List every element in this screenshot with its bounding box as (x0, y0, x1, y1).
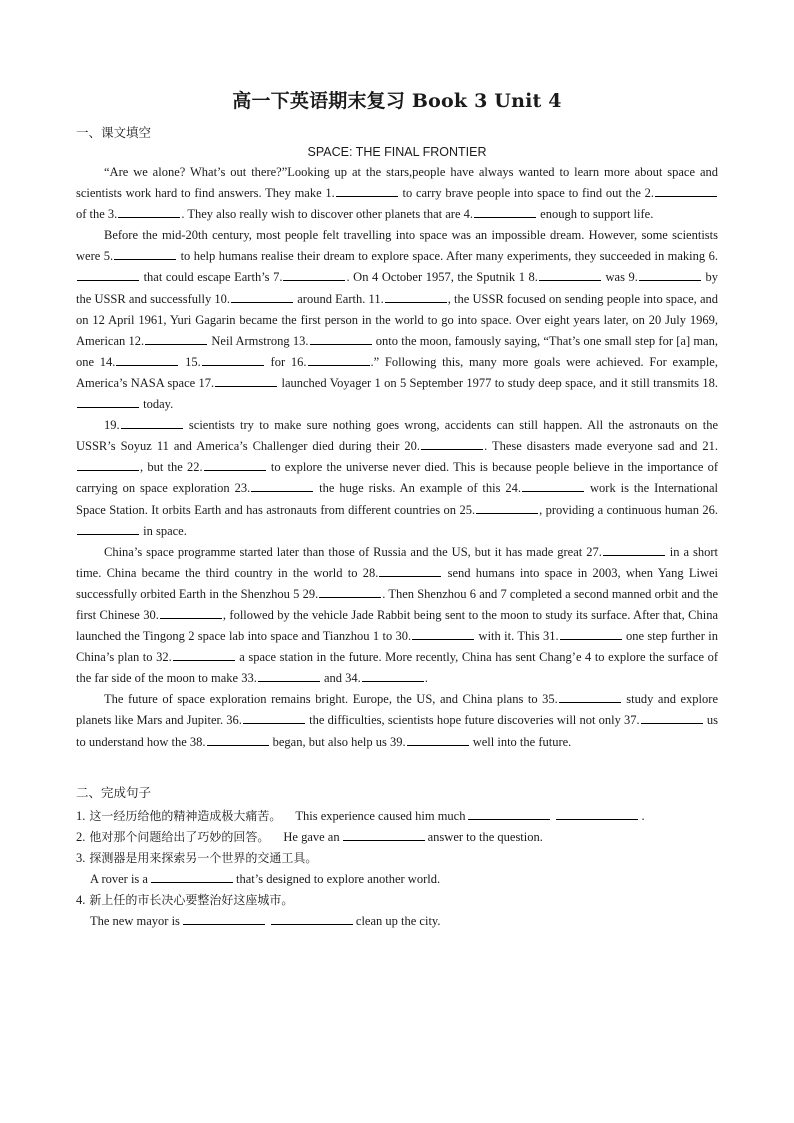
section-complete-sentences (76, 783, 718, 932)
answer-blank[interactable] (231, 289, 293, 303)
passage-text: The future of space exploration remains bright. Europe, the US, and China plans to 35. (104, 692, 558, 707)
english-text: . (641, 808, 645, 823)
passage-text: to help humans realise their dream to explore space. After many experiments, they succeeded in making 6. (177, 249, 718, 264)
passage-text: around Earth. 11. (294, 291, 384, 306)
passage-text: enough to support life. (537, 207, 654, 222)
passage-text: scientists try to make sure nothing goes wrong, accidents can still happen. All the astronauts on the USSR’s Soyuz 11 and America’s Challenger died during their 20. (76, 418, 718, 454)
passage-text: , providing a continuous human 26. (539, 502, 718, 517)
answer-blank[interactable] (77, 457, 139, 471)
passage-text: send humans into space in 2003, when Yang Liwei successfully orbited Earth in the Shenzhou 5 29. (76, 565, 718, 601)
chinese-prompt: 探测器是用来探索另一个世界的交通工具。 (89, 850, 318, 865)
answer-blank[interactable] (603, 542, 665, 556)
answer-blank[interactable] (362, 668, 424, 682)
answer-blank[interactable] (243, 710, 305, 724)
sentence-item (76, 827, 718, 848)
passage-text: , followed by the vehicle Jade Rabbit being sent to the moon to study its surface. After that, China launched the Tingong 2 space lab into space and Tianzhou 1 to 30. (76, 607, 718, 644)
answer-blank[interactable] (407, 732, 469, 746)
item-number: 4. (76, 892, 86, 907)
answer-blank[interactable] (522, 478, 584, 492)
section-passage-fill (76, 123, 718, 753)
item-number: 2. (76, 829, 86, 844)
passage-title: SPACE: THE FINAL FRONTIER (307, 145, 487, 159)
passage-text: . These disasters made everyone sad and 21. (484, 439, 718, 454)
answer-blank[interactable] (310, 331, 372, 345)
passage-paragraph (76, 689, 718, 752)
answer-blank[interactable] (336, 183, 398, 197)
passage-text: and 34. (320, 671, 361, 686)
passage-text: of the 3. (76, 207, 118, 222)
passage-text: to carry brave people into space to find out the 2. (398, 186, 654, 201)
passage-text: . Then Shenzhou 6 and 7 completed a second manned orbit and the first Chinese 30. (76, 586, 718, 622)
passage-text: “Are we alone? What’s out there?”Looking up at the stars,people have always wanted to learn more about space and scientists work hard to find answers. They make 1. (76, 165, 718, 201)
passage-text: . They also really wish to discover other planets that are 4. (181, 207, 474, 222)
passage-text: , but the 22. (140, 460, 203, 475)
english-text: answer to the question. (427, 829, 543, 844)
answer-blank[interactable] (559, 689, 621, 703)
answer-blank[interactable] (258, 668, 320, 682)
passage-text: the difficulties, scientists hope future discoveries will not only 37. (305, 713, 640, 728)
passage-text: for 16. (264, 354, 307, 369)
sentence-item (76, 890, 718, 932)
answer-blank[interactable] (379, 563, 441, 577)
answer-blank[interactable] (412, 626, 474, 640)
passage-text: launched Voyager 1 on 5 September 1977 to study deep space, and it still transmits 18. (278, 375, 718, 390)
answer-blank[interactable] (421, 436, 483, 450)
passage-text: a space station in the future. More recently, China has sent Chang’e 4 to explore the surface of the far side of the moon to make 33. (76, 650, 718, 686)
answer-blank[interactable] (121, 415, 183, 429)
answer-blank[interactable] (204, 457, 266, 471)
answer-blank[interactable] (183, 911, 265, 925)
answer-blank[interactable] (77, 521, 139, 535)
answer-blank[interactable] (283, 267, 345, 281)
chinese-prompt: 他对那个问题给出了巧妙的回答。 (89, 829, 270, 844)
passage-text: onto the moon, famously saying, “That’s one small step for [a] man, one 14. (76, 333, 718, 369)
answer-blank[interactable] (202, 352, 264, 366)
answer-blank[interactable] (468, 806, 550, 820)
passage-paragraph (76, 415, 718, 542)
answer-blank[interactable] (77, 394, 139, 408)
item-number: 1. (76, 808, 86, 823)
passage-text: us to understand how the 38. (76, 713, 718, 749)
passage-text: Neil Armstrong 13. (208, 333, 309, 348)
page-title: 高一下英语期末复习 Book 3 Unit 4 (232, 90, 562, 112)
answer-blank[interactable] (116, 352, 178, 366)
worksheet-page (76, 86, 718, 932)
passage-text: began, but also help us 39. (269, 734, 406, 749)
answer-blank[interactable] (151, 869, 233, 883)
passage-text: well into the future. (469, 734, 572, 749)
answer-blank[interactable] (655, 183, 717, 197)
passage-text: , the USSR focused on sending people into space, and on 12 April 1961, Yuri Gagarin became the first person in the world to go into space. Over eight years later, on 20 July 1969, American 12. (76, 291, 719, 348)
answer-blank[interactable] (173, 647, 235, 661)
passage-text: in space. (140, 523, 187, 538)
sentence-item (76, 848, 718, 890)
answer-blank[interactable] (160, 605, 222, 619)
chinese-prompt: 新上任的市长决心要整治好这座城市。 (89, 892, 294, 907)
answer-blank[interactable] (343, 827, 425, 841)
answer-blank[interactable] (641, 710, 703, 724)
passage-body (76, 162, 718, 753)
passage-paragraph (76, 542, 718, 690)
answer-blank[interactable] (145, 331, 207, 345)
passage-text: one step further in China’s plan to 32. (76, 629, 718, 665)
answer-blank[interactable] (556, 806, 638, 820)
english-text: This experience caused him much (295, 808, 466, 823)
passage-text: today. (140, 397, 174, 412)
answer-blank[interactable] (476, 500, 538, 514)
passage-paragraph (76, 225, 718, 415)
answer-blank[interactable] (539, 267, 601, 281)
passage-text: to explore the universe never died. This is because people believe in the importance of carrying on space exploration 23. (76, 460, 718, 496)
passage-text: Before the mid-20th century, most people felt travelling into space was an impossible dream. However, some scientists were 5. (76, 228, 718, 264)
answer-blank[interactable] (215, 373, 277, 387)
passage-text: in a short time. China became the third country in the world to 28. (76, 544, 718, 580)
passage-text: with it. This 31. (475, 629, 559, 644)
passage-text: 19. (104, 418, 120, 433)
english-text: that’s designed to explore another world. (235, 871, 441, 886)
passage-text: by the USSR and successfully 10. (76, 270, 718, 306)
item-number: 3. (76, 850, 86, 865)
answer-blank[interactable] (639, 267, 701, 281)
passage-text: was 9. (601, 270, 638, 285)
chinese-prompt: 这一经历给他的精神造成极大痛苦。 (89, 808, 282, 823)
passage-text: 15. (179, 354, 201, 369)
answer-blank[interactable] (207, 732, 269, 746)
passage-text: study and explore planets like Mars and Jupiter. 36. (76, 692, 718, 728)
answer-blank[interactable] (308, 352, 370, 366)
passage-text: . (424, 671, 428, 686)
passage-text: the huge risks. An example of this 24. (314, 481, 522, 496)
passage-text: work is the International Space Station. It orbits Earth and has astronauts from different countries on 25. (76, 481, 718, 517)
answer-blank[interactable] (271, 911, 353, 925)
sentence-list (76, 806, 718, 932)
answer-blank[interactable] (77, 267, 139, 281)
answer-blank[interactable] (251, 478, 313, 492)
passage-text: . On 4 October 1957, the Sputnik 1 8. (346, 270, 538, 285)
section-heading-1: 一、课文填空 (76, 125, 152, 140)
passage-text: China’s space programme started later than those of Russia and the US, but it has made great 27. (104, 544, 602, 559)
section-heading-2: 二、完成句子 (76, 784, 152, 800)
english-text: He gave an (283, 829, 340, 844)
answer-blank[interactable] (319, 584, 381, 598)
answer-blank[interactable] (385, 289, 447, 303)
answer-blank[interactable] (114, 246, 176, 260)
answer-blank[interactable] (560, 626, 622, 640)
sentence-item (76, 806, 718, 827)
passage-paragraph (76, 162, 718, 225)
answer-blank[interactable] (118, 204, 180, 218)
english-text: A rover is a (90, 871, 148, 886)
answer-blank[interactable] (474, 204, 536, 218)
english-text: clean up the city. (355, 913, 441, 928)
english-text: The new mayor is (90, 913, 180, 928)
passage-text: that could escape Earth’s 7. (140, 270, 283, 285)
passage-text: .” Following this, many more goals were achieved. For example, America’s NASA space 17. (76, 354, 718, 390)
